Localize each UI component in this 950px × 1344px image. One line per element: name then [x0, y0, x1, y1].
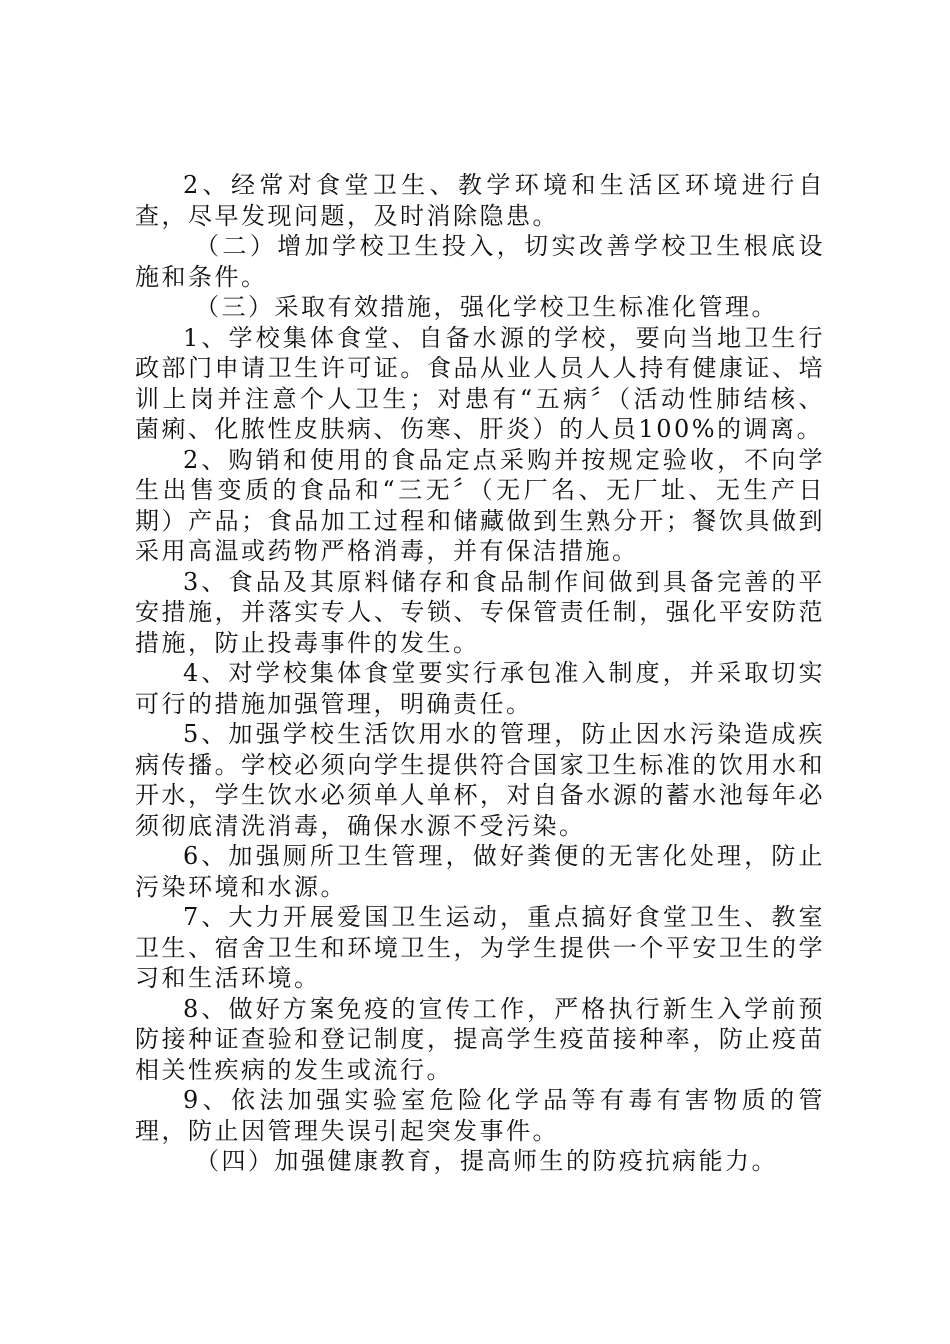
paragraph-item-8-immunization: 8、做好方案免疫的宣传工作，严格执行新生入学前预防接种证查验和登记制度，提高学生疫苗接种率，防止疫苗相关性疾病的发生或流行。: [135, 994, 825, 1084]
paragraph-item-2-self-inspection: 2、经常对食堂卫生、教学环境和生活区环境进行自查，尽早发现问题，及时消除隐患。: [135, 171, 825, 230]
paragraph-item-9-lab-chemicals: 9、依法加强实验室危险化学品等有毒有害物质的管理，防止因管理失误引起突发事件。: [135, 1086, 825, 1145]
section-heading-2-investment: （二）增加学校卫生投入，切实改善学校卫生根底设施和条件。: [135, 232, 825, 291]
section-heading-3-measures: （三）采取有效措施，强化学校卫生标准化管理。: [195, 293, 778, 321]
paragraph-item-3-food-storage: 3、食品及其原料储存和食品制作间做到具备完善的平安措施，并落实专人、专锁、专保管责任制，强化平安防范措施，防止投毒事件的发生。: [135, 567, 825, 657]
paragraph-item-2-food-purchase: 2、购销和使用的食品定点采购并按规定验收，不向学生出售变质的食品和“三无〞（无厂名、无厂址、无生产日期）产品；食品加工过程和储藏做到生熟分开；餐饮具做到采用高温或药物严格消毒，并有保洁措施。: [135, 445, 825, 565]
paragraph-item-7-hygiene-campaign: 7、大力开展爱国卫生运动，重点搞好食堂卫生、教室卫生、宿舍卫生和环境卫生，为学生提供一个平安卫生的学习和生活环境。: [135, 903, 825, 992]
paragraph-item-1-canteen-license: 1、学校集体食堂、自备水源的学校，要向当地卫生行政部门申请卫生许可证。食品从业人员人人持有健康证、培训上岗并注意个人卫生；对患有“五病〞（活动性肺结核、菌痢、化脓性皮肤病、伤寒、肝炎）的人员100%的调离。: [135, 323, 825, 443]
document-body: [135, 170, 825, 1177]
paragraph-item-5-drinking-water: 5、加强学校生活饮用水的管理，防止因水污染造成疾病传播。学校必须向学生提供符合国家卫生标准的饮用水和开水，学生饮水必须单人单杯，对自备水源的蓄水池每年必须彻底清洗消毒，确保水源不受污染。: [135, 720, 825, 840]
paragraph-item-6-toilet-hygiene: 6、加强厕所卫生管理，做好粪便的无害化处理，防止污染环境和水源。: [135, 842, 825, 901]
section-heading-4-health-education: （四）加强健康教育，提高师生的防疫抗病能力。: [195, 1147, 778, 1175]
paragraph-item-4-contract-access: 4、对学校集体食堂要实行承包准入制度，并采取切实可行的措施加强管理，明确责任。: [135, 659, 825, 718]
